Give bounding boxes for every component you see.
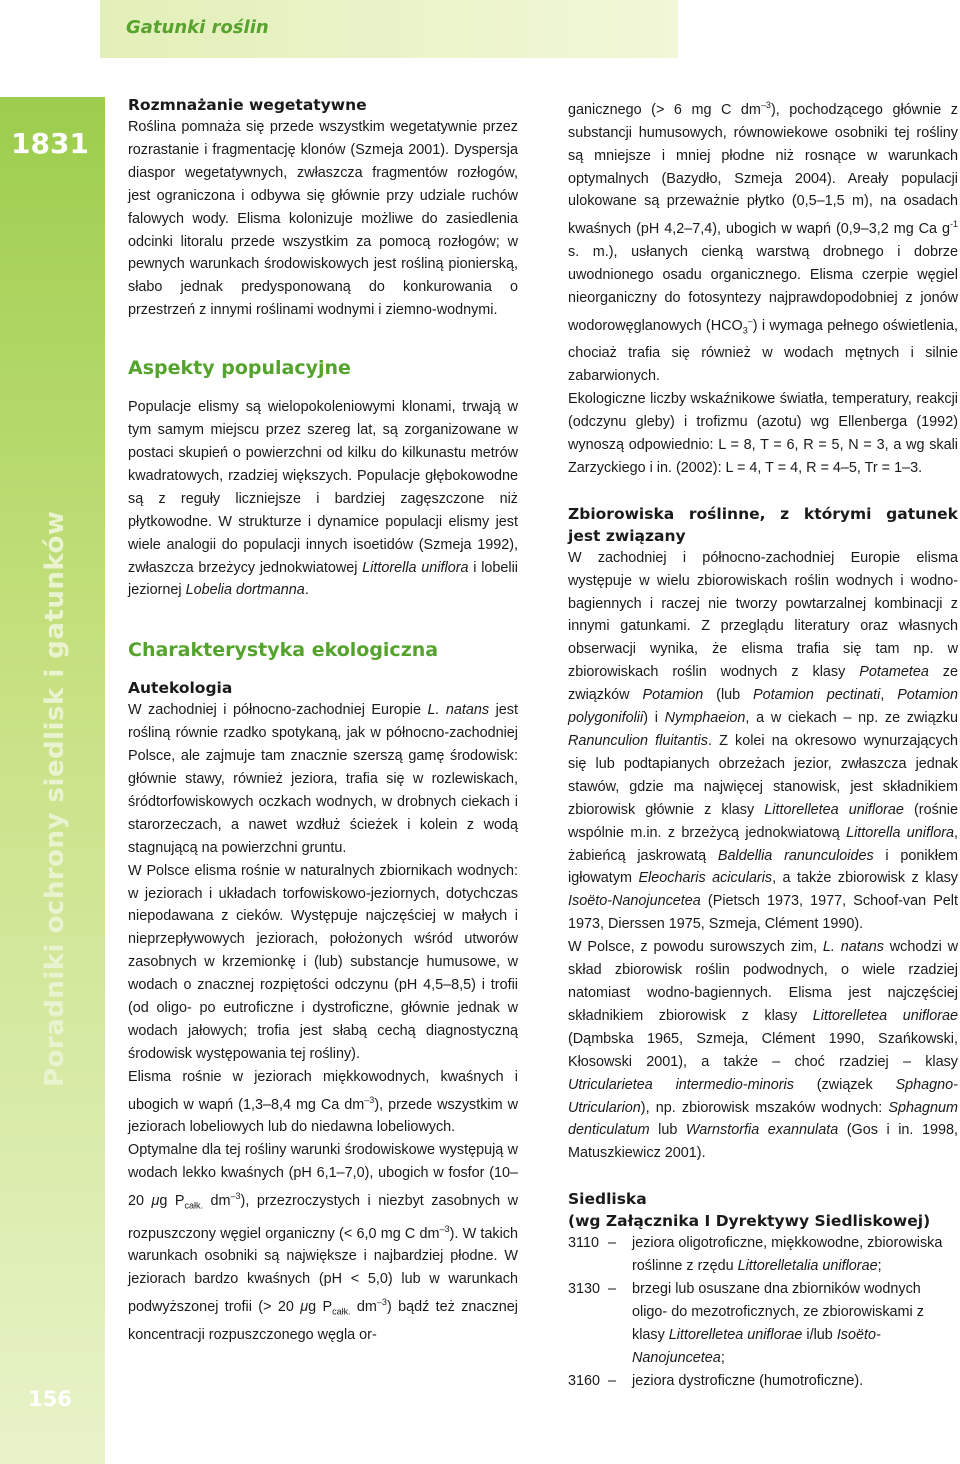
habitat-item: 3130 – brzegi lub osuszane dna zbiorników wodnych oligo- do mezotroficznych, ze zbiorowiskami z klasy Littorelletea uniflorae i/lub Isoëto-Nanojuncetea; <box>568 1278 958 1370</box>
paragraph-autecology-1: W zachodniej i północno-zachodniej Europie L. natans jest rośliną równie rzadko spotykaną, jak w północno-zachodniej Polsce, ale zajmuje tam znacznie szerszą gamę środowisk: głównie stawy, również jeziora, trafia się w rozlewiskach, śródtorfowiskowych oczkach wodnych, w drobnych ciekach i starorzeczach, a nawet wzdłuż ścieżek i kolein z wodą stagnującą na powierzchni gruntu. <box>128 702 518 856</box>
species-number: 1831 <box>11 127 89 160</box>
paragraph-eco-numbers: Ekologiczne liczby wskaźnikowe światła, temperatury, reakcji (odczynu gleby) i trofizmu (azotu) wg Ellenberga (1992) wynoszą odpowiednio: L = 8, T = 6, R = 5, N = 3, a wg skali Zarzyckiego i in. (2002): L = 4, T = 4, R = 4–5, Tr = 1–3. <box>568 391 958 476</box>
paragraph-communities: W zachodniej i północno-zachodniej Europie elisma występuje w wielu zbiorowiskach roślin wodnych i wodno-bagiennych i raczej nie tworzy powtarzalnej kombinacji z innymi gatunkami. Z przeglądu literatury oraz własnych obserwacji wynika, że elisma trafia się tam np. w zbiorowiskach roślin wodnych z klasy Potametea ze związków Potamion (lub Potamion pectinati, Potamion polygonifolii) i Nymphaeion, a w ciekach – np. ze związku Ranunculion fluitantis. Z kolei na okresowo wynurzających się lub podtapianych obrzeżach jezior, zwłaszcza jednak stawów, gdzie ma najwięcej stanowisk, jest składnikiem zbiorowisk głównie z klasy Littorelletea uniflorae (rośnie wspólnie m.in. z brzeżycą jednokwiatową Littorella uniflora, żabieńcą jaskrowatą Baldellia ranunculoides i ponikłem igłowatym Eleocharis acicularis, a także zbiorowisk z klasy Isoëto-Nanojuncetea (Pietsch 1973, 1977, Schoof-van Pelt 1973, Dierssen 1975, Szmeja, Clément 1990). <box>568 549 958 933</box>
habitat-description: brzegi lub osuszane dna zbiorników wodnych oligo- do mezotroficznych, ze zbiorowiskami z klasy Littorelletea uniflorae i/lub Isoëto-Nanojuncetea; <box>632 1281 924 1366</box>
right-column <box>568 94 958 1393</box>
habitat-item: 3160 – jeziora dystroficzne (humotroficzne). <box>568 1370 958 1393</box>
paragraph-continuation: ganicznego (> 6 mg C $dm^{-3}$), pochodzącego głównie z substancji humusowych, równowiekowe osobniki tej rośliny są mniejsze i mniej płodne niż rosnące w warunkach optymalnych (Bazydło, Szmeja 2004). Areały populacji ulokowane są przeważnie płytko (0,5–1,5 m), na osadach kwaśnych (pH 4,2–7,4), ubogich w wapń (0,9–3,2 mg Ca $g^{-1}$ s. m.), usłanych cienką warstwą drobnego i dobrze uwodnionego osadu organicznego. Elisma czerpie węgiel nieorganiczny do fotosyntezy najprawdopodobniej z jonów wodorowęglanowych $(HCO_3^-)$ i wymaga pełnego oświetlenia, chociaż trafia się również w wodach mętnych i silnie zabarwionych. <box>568 100 958 385</box>
paragraph-vegetative: Roślina pomnaża się przede wszystkim wegetatywnie przez rozrastanie i fragmentację klonów (Szmeja 2001). Dyspersja diaspor wegetatywnych, zwłaszcza fragmentów rozłogów, jest ograniczona i odbywa się głównie przy udziale ruchów falowych wody. Elisma kolonizuje możliwe do zasiedlenia odcinki litoralu przede wszystkim za pomocą rozłogów; w pewnych warunkach środowiskowych jest rośliną pionierską, słabo jednak predysponowaną do konkurowania o przestrzeń z innymi roślinami wodnymi i ziemno-wodnymi. <box>128 119 518 319</box>
section-heading-habitats: Siedliska (wg Załącznika I Dyrektywy Siedliskowej) <box>568 1190 931 1231</box>
section-heading-ecology: Charakterystyka ekologiczna <box>128 639 439 662</box>
paragraph-autecology-4: Optymalne dla tej rośliny warunki środowiskowe występują w wodach lekko kwaśnych (pH 6,1–7,0), ubogich w fosfor (10–20 μg $P_{całk.}$ $dm^{-3}$), przezroczystych i niezbyt zasobnych w rozpuszczony węgiel organiczny (< 6,0 mg C $dm^{-3}$). W takich warunkach osobniki są największe i najbardziej płodne. W jeziorach bardzo kwaśnych (pH < 5,0) lub w warunkach podwyższonej trofii (> 20 μg $P_{całk.}$ $dm^{-3}$) bądź też znacznej koncentracji rozpuszczonego węgla or- <box>128 1142 519 1343</box>
paragraph-autecology-3: Elisma rośnie w jeziorach miękkowodnych, kwaśnych i ubogich w wapń (1,3–8,4 mg Ca $dm^{-3}$), przede wszystkim w jeziorach lobeliowych lub do niedawna lobeliowych. <box>128 1068 518 1136</box>
habitat-description: jeziora oligotroficzne, miękkowodne, zbiorowiska roślinne z rzędu Littorelletalia uniflorae; <box>632 1235 943 1275</box>
left-column <box>128 94 518 1347</box>
header-title: Gatunki roślin <box>126 17 269 38</box>
habitat-code: 3110 <box>568 1235 599 1252</box>
header-bar <box>100 0 678 58</box>
paragraph-autecology-2: W Polsce elisma rośnie w naturalnych zbiornikach wodnych: w jeziorach i układach torfowiskowo-jeziornych, dotychczas niepodawana z cieków. Występuje najczęściej w małych i nieprzepływowych jeziorach, położonych wśród utworów zasobnych w krzemionkę i (lub) substancje humusowe, w wodach o znacznej rozpiętości odczynu (pH 4,5–8,5) i trofii (od oligo- po eutroficzne i dystroficzne, głównie jednak w wodach jałowych; trofia jest słabą cechą diagnostyczną środowisk występowania tej rośliny). <box>128 862 518 1062</box>
habitat-description: jeziora dystroficzne (humotroficzne). <box>632 1372 864 1389</box>
page-number: 156 <box>28 1387 72 1411</box>
habitat-code: 3130 <box>568 1281 601 1298</box>
habitat-code: 3160 <box>568 1372 601 1389</box>
subheading-autecology: Autekologia <box>128 679 233 698</box>
section-heading-population: Aspekty populacyjne <box>128 357 351 380</box>
series-title: Poradniki ochrony siedlisk i gatunków <box>40 510 70 1087</box>
section-heading-communities: Zbiorowiska roślinne, z którymi gatunek jest związany <box>568 504 958 545</box>
sidebar <box>0 97 105 1464</box>
habitat-item: 3110 – jeziora oligotroficzne, miękkowodne, zbiorowiska roślinne z rzędu Littorelletalia uniflorae; <box>568 1232 958 1278</box>
section-heading-vegetative: Rozmnażanie wegetatywne <box>128 96 367 114</box>
habitat-list <box>568 1232 958 1392</box>
paragraph-communities-poland: W Polsce, z powodu surowszych zim, L. natans wchodzi w skład zbiorowisk roślin podwodnych, o wiele rzadziej natomiast wodno-bagiennych. Elisma jest najczęściej składnikiem zbiorowisk z klasy Littorelletea uniflorae (Dąmbska 1965, Szmeja, Clément 1990, Szańkowski, Kłosowski 2001), a także – choć rzadziej – klasy Utricularietea intermedio-minoris (związek Sphagno-Utricularion), np. zbiorowisk mszaków wodnych: Sphagnum denticulatum lub Warnstorfia exannulata (Gos i in. 1998, Matuszkiewicz 2001). <box>568 939 958 1162</box>
paragraph-population: Populacje elismy są wielopokoleniowymi klonami, trwają w tym samym miejscu przez szereg lat, są zorganizowane w postaci skupień o powierzchni od kilku do kilkunastu metrów kwadratowych, rzadziej większych. Populacje głębokowodne są z reguły liczniejsze i bardziej zagęszczone niż płytkowodne. W strukturze i dynamice populacji elismy jest wiele analogii do populacji innych isoetidów (Szmeja 1992), zwłaszcza brzeżycy jednokwiatowej Littorella uniflora i lobelii jeziornej Lobelia dortmanna. <box>128 399 518 599</box>
